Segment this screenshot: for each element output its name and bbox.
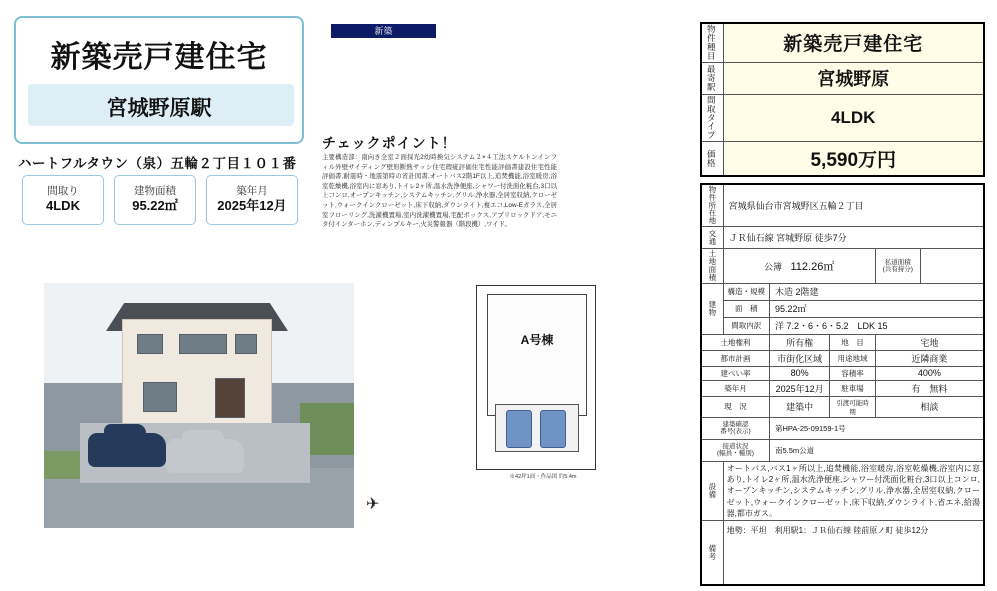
table-row <box>701 227 984 249</box>
row-value-nearest-station: 宮城野原 <box>723 62 984 94</box>
table-row <box>701 300 984 317</box>
row-key-city-plan: 都市計画 <box>701 350 769 366</box>
row-label-building: 建物 <box>701 283 723 334</box>
row-value-price: 5,590万円 <box>723 142 984 176</box>
row-label-property-type: 物件種目 <box>701 23 723 62</box>
row-key-current-state: 現 況 <box>701 396 769 417</box>
right-panel <box>700 22 985 586</box>
table-row <box>701 396 984 417</box>
row-value-build-date: 2025年12月 <box>769 380 829 396</box>
checkpoint-title: チェックポイント！ <box>322 135 457 151</box>
row-key-land-right: 土地権利 <box>701 334 769 350</box>
row-key-land-category: 地 目 <box>830 334 875 350</box>
new-build-tab: 新築 <box>331 24 436 38</box>
spec-row <box>22 175 298 225</box>
row-value-location: 宮城県仙台市宮城野区五輪２丁目 <box>723 184 984 227</box>
row-value-layout-detail: 洋 7.2・6・6・5.2 LDK 15 <box>769 317 984 334</box>
table-row <box>701 417 984 439</box>
checkpoint-body: 主要構造部：南向き全室２面採光2幼時換気システム２×４工法スケルトンインフィル外壁サイディング壁形断熱サッシ住宅瑕疵評価住宅性能評価書建設住宅性能評価書,耐震時・地震第時の省計図書,オートバス2階1F以上,追焚機能,浴室暖房,浴室乾燥機,浴室内に窓あり,トイレ2ヶ所,温水洗浄便座,シャワー付洗面化粧台,3口以上コンロ,オープンキッチン,システムキッチン,グリル,浄水器,全居室収納,クローゼット,ウォークインクローゼット,床下収納,ダウンライト,複エコ,Low-Eガラス,全居室フローリング,洗濯機置場,室内洗濯機置場,宅配ボックス,アプリロックドア,モニタ付インターホン,ディンプルキー,火災警報器（階段機）,ワイド。 <box>322 154 557 229</box>
header-table <box>700 22 985 177</box>
table-row <box>701 283 984 300</box>
photo-window <box>143 382 177 412</box>
row-value-coverage: 80% <box>769 366 829 380</box>
plot-parking-area <box>495 404 579 452</box>
row-value-notes: 地勢：平坦 利用駅1：ＪＲ仙石線 陸前原ノ町 徒歩12分 <box>723 521 984 585</box>
compass-icon: ✈ <box>366 496 380 513</box>
table-row <box>701 380 984 396</box>
nearest-station-title: 宮城野原駅 <box>106 97 212 120</box>
row-label-equipment: 設 備 <box>701 461 723 521</box>
row-label-layout-type: 間取タイプ <box>701 94 723 142</box>
spec-layout-key: 間取り <box>47 185 79 198</box>
table-row <box>701 366 984 380</box>
row-value-zoning: 近隣商業 <box>875 350 984 366</box>
table-row <box>701 94 984 142</box>
table-row <box>701 521 984 585</box>
row-value-road-status: 南5.5m公道 <box>769 439 984 461</box>
site-plot-drawing <box>476 285 596 470</box>
row-value-permit-number: 第HPA-25-09159-1号 <box>769 417 984 439</box>
row-key-layout-detail: 間取内訳 <box>723 317 769 334</box>
row-value-private-road <box>920 249 984 284</box>
row-label-transport: 交通 <box>701 227 723 249</box>
spec-building-area <box>114 175 196 225</box>
row-key-structure: 構造・規模 <box>723 283 769 300</box>
table-row <box>701 184 984 227</box>
project-address-line: ハートフルタウン（泉）五輪２丁目１０１番 <box>18 156 297 171</box>
table-row <box>701 62 984 94</box>
row-value-structure: 木造 2階建 <box>769 283 984 300</box>
row-value-layout-type: 4LDK <box>723 94 984 142</box>
table-row <box>701 317 984 334</box>
row-value-transport: ＪＲ仙石線 宮城野原 徒歩7分 <box>723 227 984 249</box>
row-key-build-date: 築年月 <box>701 380 769 396</box>
row-label-land-area: 土地面積 <box>701 249 723 284</box>
row-key-far: 容積率 <box>830 366 875 380</box>
details-table <box>700 183 985 586</box>
row-value-city-plan: 市街化区域 <box>769 350 829 366</box>
row-value-property-type: 新築売戸建住宅 <box>723 23 984 62</box>
plot-building-outline <box>487 294 587 416</box>
row-value-land-right: 所有権 <box>769 334 829 350</box>
table-row <box>701 23 984 62</box>
spec-building-area-key: 建物面積 <box>134 185 176 198</box>
row-label-location: 物件所在地 <box>701 184 723 227</box>
photo-car <box>88 433 166 467</box>
spec-build-date <box>206 175 298 225</box>
plot-note: ※42坪1面・作品図 約5.4m <box>509 474 577 480</box>
spec-layout <box>22 175 104 225</box>
row-key-permit-number: 建築確認 番号(表示) <box>701 417 769 439</box>
row-label-private-road: 私道面積 (共有持分) <box>875 249 920 284</box>
row-value-floor-area: 95.22㎡ <box>769 300 984 317</box>
row-key-floor-area: 面 積 <box>723 300 769 317</box>
photo-window <box>179 334 227 354</box>
row-value-land-area: 公簿 112.26㎡ <box>723 249 875 284</box>
photo-window <box>235 334 257 354</box>
row-value-handover: 相談 <box>875 396 984 417</box>
row-value-far: 400% <box>875 366 984 380</box>
table-row <box>701 439 984 461</box>
row-label-notes: 備 考 <box>701 521 723 585</box>
photo-car <box>166 439 244 473</box>
spec-build-date-key: 築年月 <box>236 185 268 198</box>
plot-car <box>506 410 532 448</box>
row-value-land-category: 宅地 <box>875 334 984 350</box>
row-key-road-status: 接道状況 (幅員・種別) <box>701 439 769 461</box>
row-key-zoning: 用途地域 <box>830 350 875 366</box>
table-row <box>701 142 984 176</box>
exterior-photo <box>44 283 354 528</box>
plot-car <box>540 410 566 448</box>
title-box <box>14 16 304 144</box>
row-label-nearest-station: 最寄駅 <box>701 62 723 94</box>
photo-house-body <box>122 319 272 439</box>
row-key-coverage: 建ぺい率 <box>701 366 769 380</box>
table-row <box>701 461 984 521</box>
row-value-current-state: 建築中 <box>769 396 829 417</box>
spec-layout-value: 4LDK <box>46 198 80 214</box>
row-value-equipment: オートバス,バス1ヶ所以上,追焚機能,浴室暖房,浴室乾燥機,浴室内に窓あり,トイレ2ヶ所,温水洗浄便座,シャワー付洗面化粧台,3口以上コンロ,オープンキッチン,システムキッチン,グリル,浄水器,全居室収納,クローゼット,ウォークインクローゼット,床下収納,ダウンライト,省エネ,給湯器,都市ガス。 <box>723 461 984 521</box>
table-row <box>701 350 984 366</box>
photo-window <box>137 334 163 354</box>
spec-building-area-value: 95.22㎡ <box>132 198 178 214</box>
spec-build-date-value: 2025年12月 <box>217 198 287 214</box>
table-row <box>701 334 984 350</box>
photo-entrance-door <box>215 378 245 418</box>
row-key-handover: 引渡可能時期 <box>830 396 875 417</box>
property-title: 新築売戸建住宅 <box>50 41 268 74</box>
row-key-parking: 駐車場 <box>830 380 875 396</box>
row-label-price: 価格 <box>701 142 723 176</box>
plot-building-label: A号棟 <box>520 333 554 347</box>
row-value-parking: 有 無料 <box>875 380 984 396</box>
table-row <box>701 249 984 284</box>
